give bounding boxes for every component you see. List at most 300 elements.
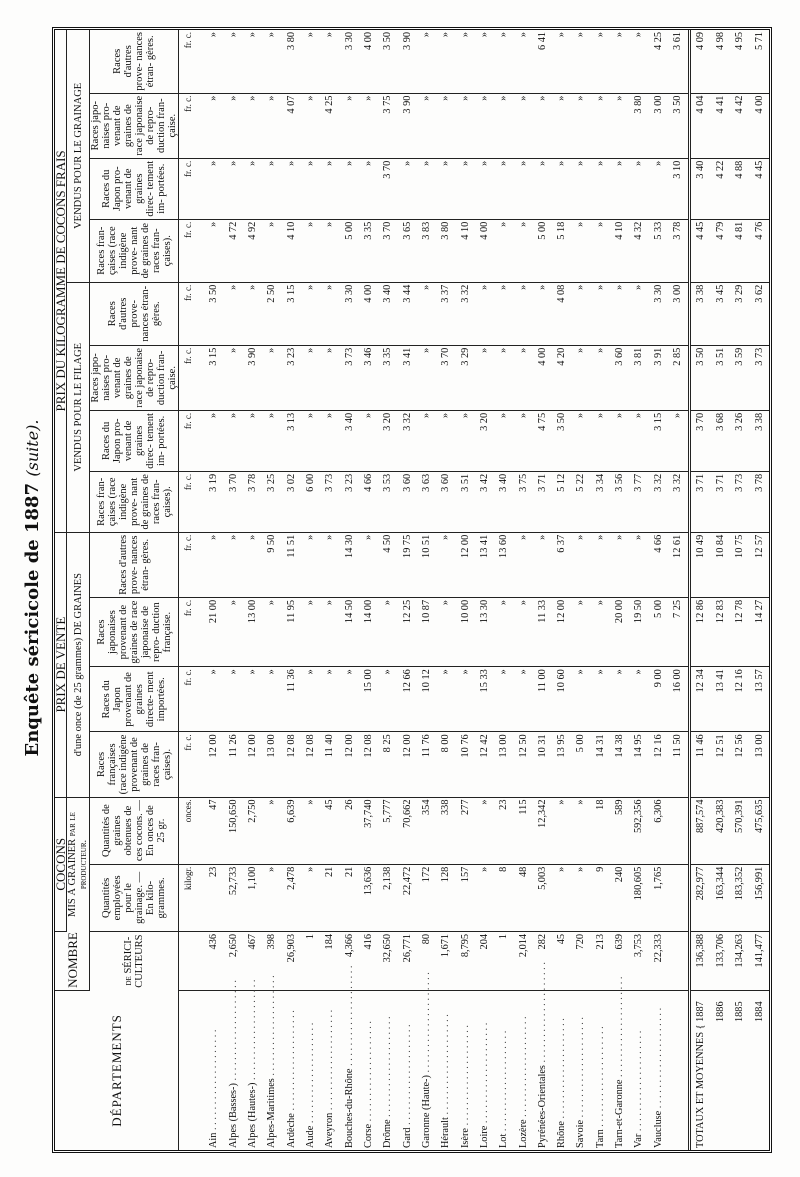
table-cell: 8 25 (378, 732, 397, 797)
totals-cell: 3 59 (730, 345, 749, 410)
totals-cell: 136,388 (689, 931, 710, 990)
table-cell: 3 30 (649, 282, 668, 345)
table-cell: 180,605 (629, 864, 648, 931)
header-prix-vente: PRIX DE VENTE (55, 532, 67, 797)
table-cell: 21 (320, 864, 339, 931)
table-cell: 70,662 (397, 797, 416, 864)
table-cell: » (591, 93, 610, 158)
table-cell: 14 95 (629, 732, 648, 797)
table-cell: » (301, 345, 320, 410)
table-cell: » (552, 797, 571, 864)
units-blank (179, 990, 199, 1150)
totals-cell: 3 78 (749, 471, 769, 532)
table-cell: 3 60 (610, 345, 629, 410)
department-label: Var (633, 1133, 645, 1148)
department-name (436, 990, 455, 1150)
table-cell: » (571, 532, 590, 597)
table-cell: » (301, 219, 320, 282)
table-cell: 3 32 (649, 471, 668, 532)
table-cell: 6 00 (301, 471, 320, 532)
header-grainage-autres: Races d'autres prove- nances étran- gères. (90, 30, 179, 93)
table-cell: 3 91 (649, 345, 668, 410)
table-cell: » (591, 597, 610, 666)
table-cell: 3 35 (378, 345, 397, 410)
table-cell: 5 00 (571, 732, 590, 797)
department-label: Alpes (Basses-) (227, 1083, 239, 1148)
table-cell: » (301, 282, 320, 345)
table-cell: 3 46 (359, 345, 378, 410)
table-cell: 3 42 (475, 471, 494, 532)
table-cell: 2 50 (262, 282, 281, 345)
table-row (282, 30, 301, 1150)
table-cell: 14 38 (610, 732, 629, 797)
table-cell: » (436, 410, 455, 471)
table-cell: » (513, 219, 532, 282)
totals-cell: 4 95 (730, 30, 749, 93)
totals-cell: 141,477 (749, 931, 769, 990)
table-cell: 398 (262, 931, 281, 990)
table-cell: 22,472 (397, 864, 416, 931)
table-cell: » (571, 597, 590, 666)
table-cell: » (340, 158, 359, 219)
unit-cell: fr. c. (179, 282, 199, 345)
table-cell: » (301, 532, 320, 597)
table-cell: 3,753 (629, 931, 648, 990)
table-cell: 3 80 (629, 93, 648, 158)
department-name (552, 990, 571, 1150)
table-cell: 467 (243, 931, 262, 990)
unit-cell: fr. c. (179, 532, 199, 597)
table-cell: » (436, 30, 455, 93)
totals-cell: 10 75 (730, 532, 749, 597)
table-cell: 3 51 (455, 471, 474, 532)
table-cell: » (301, 410, 320, 471)
table-row (494, 30, 513, 1150)
header-filage-francaises: Races fran- çaises (race indigène prove- nant de graines de races fran- çaises). (90, 471, 179, 532)
table-cell: 4 08 (552, 282, 571, 345)
table-cell: 12,342 (533, 797, 552, 864)
department-label: Isère (459, 1127, 471, 1148)
table-cell: 3 56 (610, 471, 629, 532)
totals-cell: 3 50 (689, 345, 710, 410)
department-label: Savoie (575, 1119, 587, 1148)
table-cell: » (301, 667, 320, 732)
totals-cell: 13 41 (711, 667, 730, 732)
table-row (533, 30, 552, 1150)
table-cell: » (591, 532, 610, 597)
table-cell: 5,003 (533, 864, 552, 931)
table-cell: 12 61 (668, 532, 689, 597)
table-row (668, 30, 689, 1150)
table-cell: » (262, 345, 281, 410)
table-cell: » (513, 345, 532, 410)
table-cell: » (571, 93, 590, 158)
table-cell: » (199, 219, 224, 282)
table-cell: 21 00 (199, 597, 224, 666)
table-cell: » (262, 93, 281, 158)
leader-dots: . . . . . . . . . . . . . . . . . . . . (594, 1026, 606, 1130)
table-cell: » (494, 345, 513, 410)
table-cell: 3 34 (591, 471, 610, 532)
table-cell: » (533, 532, 552, 597)
table-cell: 4 25 (649, 30, 668, 93)
table-cell: » (436, 532, 455, 597)
table-cell: » (494, 30, 513, 93)
table-cell: » (224, 532, 243, 597)
table-cell: 9 50 (262, 532, 281, 597)
table-cell: 52,733 (224, 864, 243, 931)
table-cell: » (417, 93, 436, 158)
totals-cell: 12 34 (689, 667, 710, 732)
table-row (455, 30, 474, 1150)
table-cell: 3 70 (378, 219, 397, 282)
table-cell: 3 81 (629, 345, 648, 410)
totals-cell: 4 41 (711, 93, 730, 158)
table-cell: » (224, 93, 243, 158)
table-cell: 4 00 (533, 345, 552, 410)
table-cell: » (301, 797, 320, 864)
totals-label-cell (749, 990, 769, 1150)
unit-cell: fr. c. (179, 732, 199, 797)
totals-label: TOTAUX ET MOYENNES (695, 1031, 707, 1148)
table-cell (668, 864, 689, 931)
department-label: Rhône (556, 1121, 568, 1148)
table-cell: 589 (610, 797, 629, 864)
table-cell: 13 30 (475, 597, 494, 666)
totals-cell: 4 79 (711, 219, 730, 282)
department-name (199, 990, 224, 1150)
leader-dots: . . . . . . . . . . . . . . . . . . . . (343, 965, 355, 1069)
table-cell: » (224, 282, 243, 345)
totals-cell: 4 42 (730, 93, 749, 158)
table-cell: 3 20 (475, 410, 494, 471)
table-cell: 13 60 (494, 532, 513, 597)
totals-cell: 3 40 (689, 158, 710, 219)
table-cell: 16 00 (668, 667, 689, 732)
table-cell: » (571, 410, 590, 471)
table-cell: » (475, 93, 494, 158)
table-cell: » (417, 410, 436, 471)
department-name (359, 990, 378, 1150)
table-row (301, 30, 320, 1150)
table-cell: » (378, 667, 397, 732)
table-cell: 13 00 (262, 732, 281, 797)
leader-dots: . . . . . . . . . . . . . . . . . . . . (363, 1021, 374, 1124)
table-cell: » (262, 597, 281, 666)
department-label: Alpes (Hautes-) (247, 1082, 259, 1148)
table-cell: » (610, 93, 629, 158)
table-cell: 37,740 (359, 797, 378, 864)
table-cell: 5 22 (571, 471, 590, 532)
totals-cell: 13 00 (749, 732, 769, 797)
header-nombre-sub: de SÉRICI- CULTEURS (90, 931, 179, 990)
table-cell: 12 00 (243, 732, 262, 797)
table-cell: 4 10 (282, 219, 301, 282)
totals-cell: 4 45 (749, 158, 769, 219)
table-cell: 45 (552, 931, 571, 990)
table-cell: 3 80 (282, 30, 301, 93)
table-cell: » (359, 410, 378, 471)
table-cell: » (475, 797, 494, 864)
department-name (610, 976, 629, 1150)
table-cell: 3 73 (320, 471, 339, 532)
table-cell: » (320, 667, 339, 732)
unit-cell: fr. c. (179, 410, 199, 471)
totals-cell: 3 29 (730, 282, 749, 345)
table-cell: » (513, 93, 532, 158)
table-cell: 592,356 (629, 797, 648, 864)
department-label: Ain (207, 1132, 219, 1148)
table-cell: » (475, 282, 494, 345)
table-cell: 3 13 (282, 410, 301, 471)
totals-year: 1885 (734, 1001, 746, 1022)
table-cell: » (224, 158, 243, 219)
title-suite: (suite). (23, 419, 42, 477)
table-cell: 10 76 (455, 732, 474, 797)
table-row (475, 30, 494, 1150)
table-cell: » (610, 158, 629, 219)
department-label: Aveyron (324, 1112, 336, 1148)
table-cell: 3 70 (224, 471, 243, 532)
table-cell: 22,333 (649, 931, 668, 990)
totals-cell: 887,574 (689, 797, 710, 864)
units-blank (179, 931, 199, 990)
table-cell: 12 00 (340, 732, 359, 797)
header-races-autres: Races d'autres prove- nances étran- gères. (90, 532, 179, 597)
table-cell: 12 00 (397, 732, 416, 797)
table-cell: » (571, 219, 590, 282)
table-cell: 4 00 (359, 30, 378, 93)
table-cell: 3 19 (199, 471, 224, 532)
table-cell: » (494, 410, 513, 471)
table-row (591, 30, 610, 1150)
table-cell: 1,671 (436, 931, 455, 990)
table-cell: » (417, 282, 436, 345)
table-cell: » (199, 667, 224, 732)
table-cell: » (533, 93, 552, 158)
table-cell: » (262, 667, 281, 732)
table-cell: » (262, 219, 281, 282)
totals-row (730, 30, 749, 1150)
table-cell: 12 66 (397, 667, 416, 732)
table-cell: » (455, 93, 474, 158)
leader-dots: . . . . . . . . . . . . . . . . . . . . (266, 975, 278, 1079)
department-name (282, 990, 301, 1150)
table-cell: 13 41 (475, 532, 494, 597)
leader-dots: . . . . . . . . . . . . . . . . . . . . (227, 980, 239, 1084)
totals-cell: 134,263 (730, 931, 749, 990)
table-cell: » (494, 158, 513, 219)
table-cell: » (533, 282, 552, 345)
table-cell: 4 07 (282, 93, 301, 158)
table-cell: » (513, 532, 532, 597)
table-cell: 26,903 (282, 931, 301, 990)
title-main: Enquête séricicole de 1887 (22, 482, 43, 757)
table-row (224, 30, 243, 1150)
table-cell: 8 (494, 864, 513, 931)
table-cell: 282 (533, 931, 552, 990)
table-cell: » (199, 532, 224, 597)
header-filage: VENDUS POUR LE FILAGE (67, 282, 90, 532)
table-cell: » (494, 667, 513, 732)
table-cell: » (455, 667, 474, 732)
table-cell: 3 77 (629, 471, 648, 532)
table-cell: 240 (610, 864, 629, 931)
table-cell: 5 33 (649, 219, 668, 282)
totals-cell: 4 76 (749, 219, 769, 282)
department-label: Alpes-Maritimes (266, 1078, 278, 1148)
table-cell: » (340, 667, 359, 732)
table-row (629, 30, 648, 1150)
table-cell: » (513, 158, 532, 219)
table-cell: 4 20 (552, 345, 571, 410)
totals-cell: 570,391 (730, 797, 749, 864)
department-label: Loire (478, 1125, 490, 1148)
table-cell: 10 51 (417, 532, 436, 597)
table-cell: 10 31 (533, 732, 552, 797)
table-cell: » (320, 597, 339, 666)
department-label: Lozère (517, 1119, 529, 1148)
table-cell: 3 44 (397, 282, 416, 345)
table-cell: 338 (436, 797, 455, 864)
table-cell: 639 (610, 931, 629, 990)
table-cell: 3 20 (378, 410, 397, 471)
table-cell: 4 00 (475, 219, 494, 282)
leader-dots: . . . . . . . . . . . . . . . . . . . . (440, 1014, 452, 1118)
table-cell: » (199, 158, 224, 219)
table-cell: » (320, 345, 339, 410)
table-cell: » (571, 797, 590, 864)
table-row (199, 30, 224, 1150)
department-name (243, 979, 262, 1150)
table-cell: 4 92 (243, 219, 262, 282)
table-cell: 3 50 (378, 30, 397, 93)
totals-cell: 3 73 (730, 471, 749, 532)
table-cell: 13 00 (243, 597, 262, 666)
header-races-francaises: Races françaises (race indigène provenant de graines de races fran- çaises). (90, 732, 179, 797)
totals-cell: 4 04 (689, 93, 710, 158)
table-cell: 10 00 (455, 597, 474, 666)
totals-cell: 4 45 (689, 219, 710, 282)
table-cell: » (301, 158, 320, 219)
leader-dots: . . . . . . . . . . . . . . . . . . . . (652, 1007, 664, 1111)
table-cell: » (282, 158, 301, 219)
table-cell: » (224, 597, 243, 666)
table-row (436, 30, 455, 1150)
table-cell: 26,771 (397, 931, 416, 990)
leader-dots: . . . . . . . . . . . . . . . . . . . . (517, 1016, 529, 1120)
department-label: Corse (363, 1123, 374, 1148)
department-name (591, 990, 610, 1150)
totals-cell: 3 38 (749, 410, 769, 471)
table-cell: » (359, 93, 378, 158)
header-prix-kilo: PRIX DU KILOGRAMME DE COCONS FRAIS (55, 30, 67, 532)
table-cell: » (591, 667, 610, 732)
table-cell: 12 00 (552, 597, 571, 666)
table-cell: 9 (591, 864, 610, 931)
table-cell: 6,639 (282, 797, 301, 864)
table-cell: 3 60 (436, 471, 455, 532)
totals-cell: 11 46 (689, 732, 710, 797)
header-graines: Quantités de graines obtenues de ces cocons. — En onces de 25 gr. (90, 797, 179, 864)
table-cell: 4 00 (359, 282, 378, 345)
table-cell: 12 42 (475, 732, 494, 797)
department-name (397, 990, 416, 1150)
table-cell: » (243, 30, 262, 93)
table-cell: » (591, 282, 610, 345)
department-label: Tarn (594, 1129, 606, 1148)
table-cell: » (378, 597, 397, 666)
totals-cell: 4 00 (749, 93, 769, 158)
table-cell: 4 66 (649, 532, 668, 597)
totals-cell: 13 57 (749, 667, 769, 732)
table-cell: » (571, 158, 590, 219)
table-cell: 48 (513, 864, 532, 931)
department-label: Hérault (440, 1117, 452, 1148)
totals-cell: 12 57 (749, 532, 769, 597)
table-cell: 436 (199, 931, 224, 990)
table-cell: » (301, 30, 320, 93)
totals-cell: 3 71 (689, 471, 710, 532)
table-cell: 3 23 (340, 471, 359, 532)
department-label: Bouches-du-Rhône (343, 1068, 355, 1148)
leader-dots: . . . . . . . . . . . . . . . . . . . . (556, 1018, 568, 1122)
totals-label-cell (730, 990, 749, 1150)
department-name (629, 990, 648, 1150)
table-cell: 184 (320, 931, 339, 990)
leader-dots: . . . . . . . . . . . . . . . . . . . . (305, 1022, 317, 1126)
totals-row (689, 30, 710, 1150)
table-cell: 5 18 (552, 219, 571, 282)
table-cell: 12 08 (282, 732, 301, 797)
page-title (20, 23, 46, 1153)
table-cell: » (629, 410, 648, 471)
table-cell: 3 78 (668, 219, 689, 282)
table-cell: 3 78 (243, 471, 262, 532)
department-name (301, 990, 320, 1150)
table-cell: 5 00 (340, 219, 359, 282)
table-cell: 3 29 (455, 345, 474, 410)
table-cell: » (243, 532, 262, 597)
header-filage-autres: Races d'autres prove- nances étran- gères. (90, 282, 179, 345)
table-cell: » (224, 410, 243, 471)
table-row (320, 30, 339, 1150)
totals-cell: 4 88 (730, 158, 749, 219)
table-cell: 2 85 (668, 345, 689, 410)
header-grainage-francaises: Races fran- çaises (race indigène prove- nant de graines de races fran- çaises). (90, 219, 179, 282)
table-cell: 12 25 (397, 597, 416, 666)
table-cell: » (359, 532, 378, 597)
totals-year: 1884 (753, 1001, 765, 1022)
leader-dots: . . . . . . . . . . . . . . . . . . . . (536, 962, 548, 1066)
table-cell: 128 (436, 864, 455, 931)
table-cell: 3 25 (262, 471, 281, 532)
table-cell: 12 16 (649, 732, 668, 797)
table-cell: » (649, 158, 668, 219)
table-cell: 3 00 (668, 282, 689, 345)
table-cell: » (629, 532, 648, 597)
table-cell: » (591, 410, 610, 471)
unit-cell: fr. c. (179, 219, 199, 282)
unit-cell: fr. c. (179, 158, 199, 219)
table-cell: 3 10 (668, 158, 689, 219)
table-row (262, 30, 281, 1150)
table-cell: 11 76 (417, 732, 436, 797)
table-cell: » (436, 93, 455, 158)
table-cell: » (629, 282, 648, 345)
table-cell: 157 (455, 864, 474, 931)
table-cell: 14 30 (340, 532, 359, 597)
